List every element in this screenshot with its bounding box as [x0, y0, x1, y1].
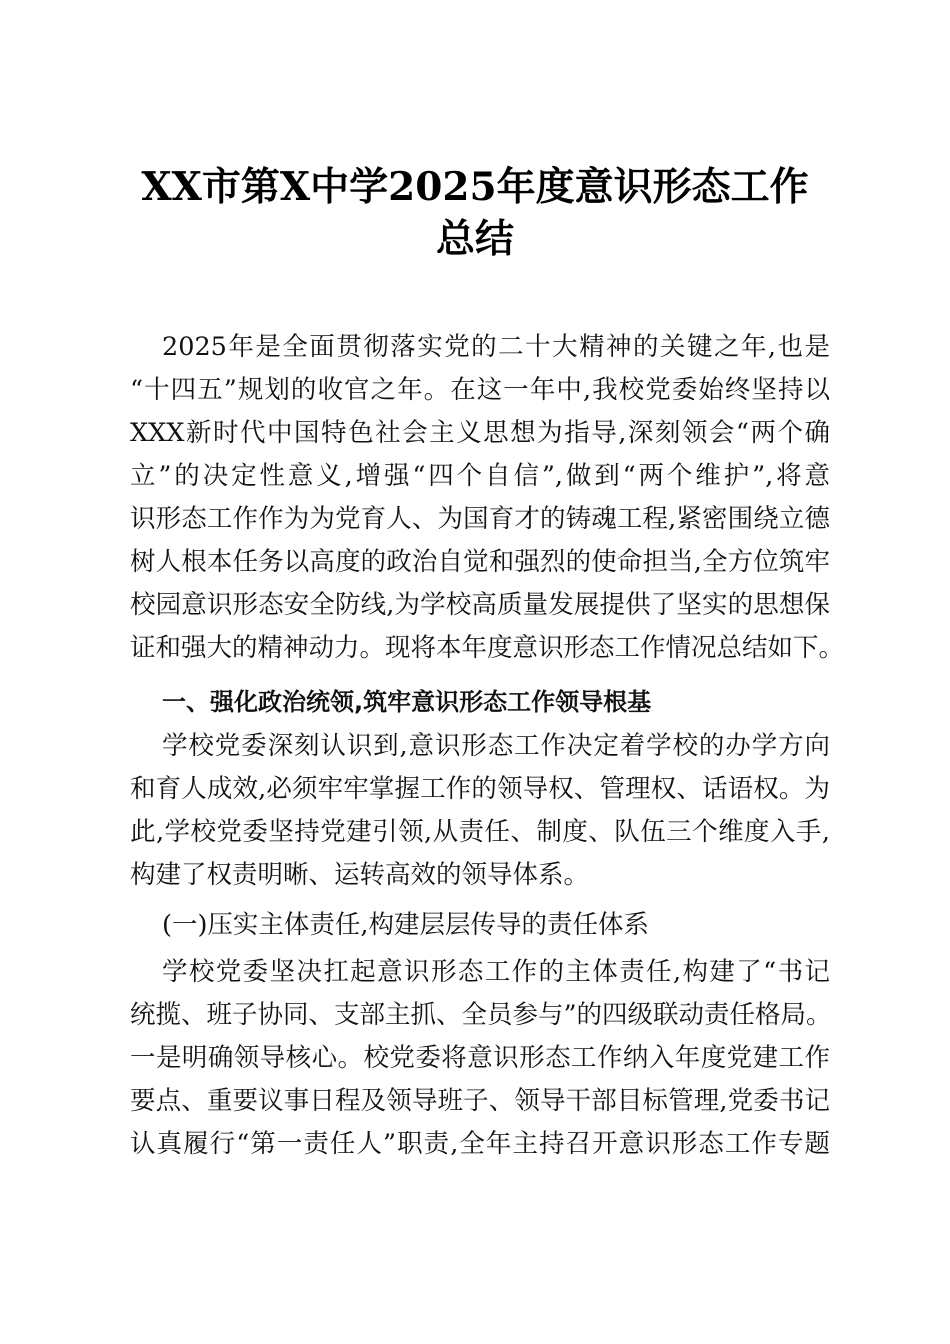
- subsection-heading-1: (一)压实主体责任,构建层层传导的责任体系: [162, 910, 650, 940]
- paragraph-line: 统揽、班子协同、支部主抓、全员参与”的四级联动责任格局。: [130, 1000, 832, 1030]
- document-title-line-2: 总结: [435, 216, 514, 262]
- paragraph-line: 识形态工作作为为党育人、为国育才的铸魂工程,紧密围绕立德: [130, 504, 830, 534]
- section-heading-1: 一、强化政治统领,筑牢意识形态工作领导根基: [162, 688, 652, 716]
- paragraph-line: 立”的决定性意义,增强“四个自信”,做到“两个维护”,将意: [130, 461, 830, 491]
- paragraph-line: 要点、重要议事日程及领导班子、领导干部目标管理,党委书记: [130, 1086, 830, 1116]
- paragraph-line: 2025年是全面贯彻落实党的二十大精神的关键之年,也是: [162, 332, 830, 362]
- paragraph-line: 和育人成效,必须牢牢掌握工作的领导权、管理权、话语权。为: [130, 774, 830, 804]
- paragraph-line: 树人根本任务以高度的政治自觉和强烈的使命担当,全方位筑牢: [130, 547, 830, 577]
- paragraph-line: XXX新时代中国特色社会主义思想为指导,深刻领会“两个确: [130, 418, 830, 448]
- paragraph-line: 一是明确领导核心。校党委将意识形态工作纳入年度党建工作: [130, 1043, 830, 1073]
- paragraph-line: 学校党委坚决扛起意识形态工作的主体责任,构建了“书记: [162, 957, 830, 987]
- paragraph-line: 此,学校党委坚持党建引领,从责任、制度、队伍三个维度入手,: [130, 817, 830, 847]
- document-title-line-1: XX市第X中学2025年度意识形态工作: [141, 164, 809, 210]
- paragraph-line: 构建了权责明晰、运转高效的领导体系。: [130, 860, 590, 890]
- paragraph-line: 认真履行“第一责任人”职责,全年主持召开意识形态工作专题: [130, 1129, 830, 1159]
- paragraph-line: 证和强大的精神动力。现将本年度意识形态工作情况总结如下。: [130, 633, 845, 663]
- paragraph-line: 学校党委深刻认识到,意识形态工作决定着学校的办学方向: [162, 731, 830, 761]
- paragraph-line: “十四五”规划的收官之年。在这一年中,我校党委始终坚持以: [130, 375, 830, 405]
- paragraph-line: 校园意识形态安全防线,为学校高质量发展提供了坚实的思想保: [130, 590, 830, 620]
